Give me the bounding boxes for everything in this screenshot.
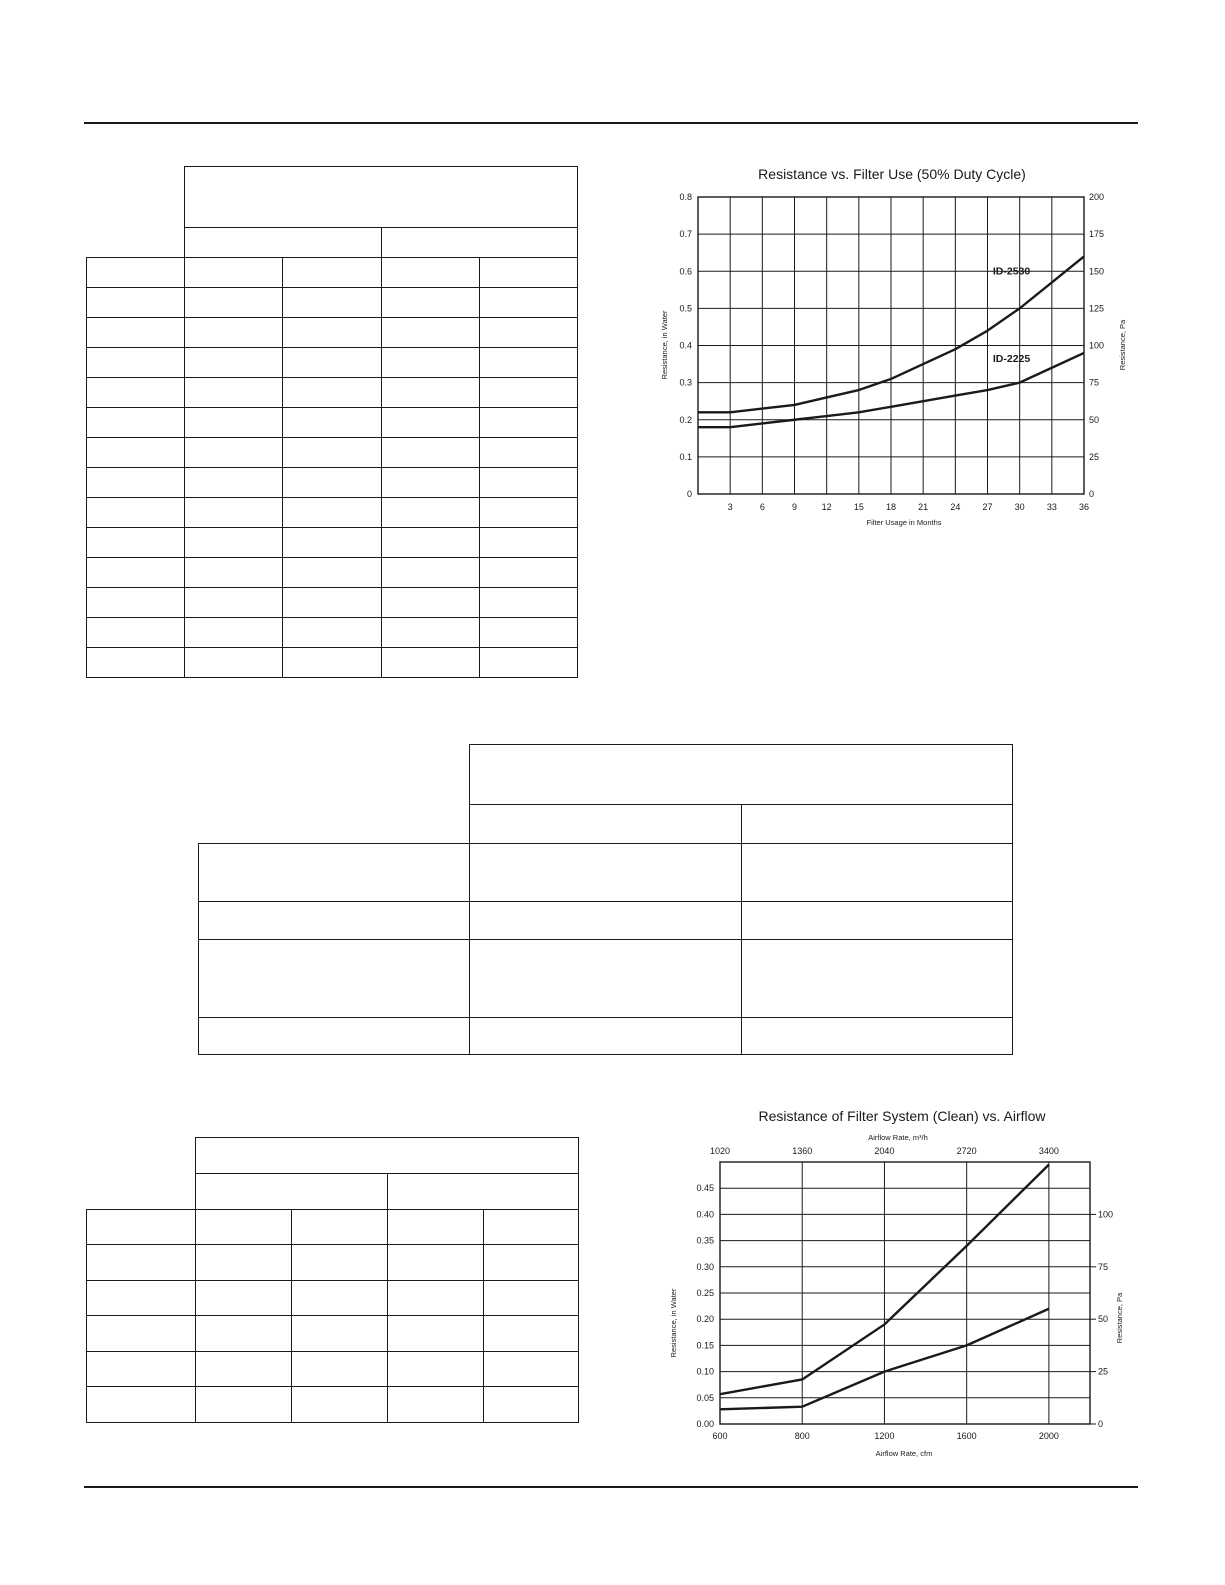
y2-tick-label: 200 xyxy=(1089,192,1105,202)
table-row xyxy=(87,348,578,378)
x-tick-label: 15 xyxy=(853,502,864,512)
x2-tick-label: 1020 xyxy=(709,1146,731,1156)
x2-axis-label: Airflow Rate, m³/h xyxy=(868,1133,928,1142)
series-label: ID-2530 xyxy=(992,265,1031,278)
y-axis-label: Resistance, in Water xyxy=(660,310,669,380)
x-tick-label: 9 xyxy=(791,502,798,512)
y-tick-label: 0.15 xyxy=(696,1340,714,1351)
x-tick-label: 30 xyxy=(1014,502,1025,512)
y-tick-label: 0.2 xyxy=(679,414,692,425)
x2-tick-label: 2040 xyxy=(874,1146,895,1156)
y-tick-label: 0.8 xyxy=(679,192,692,202)
y-tick-label: 0.6 xyxy=(679,266,692,277)
y-tick-label: 0.5 xyxy=(679,303,692,314)
table-row xyxy=(87,1245,579,1281)
y-axis-ticks xyxy=(696,1183,714,1429)
y2-tick-label: 75 xyxy=(1098,1261,1109,1272)
table-row xyxy=(199,844,1013,902)
spec-table-2 xyxy=(198,744,1013,1055)
y-tick-label: 0.40 xyxy=(696,1209,714,1220)
x-tick-label: 24 xyxy=(950,502,961,512)
table-row xyxy=(87,438,578,468)
y-tick-label: 0.45 xyxy=(696,1183,714,1194)
table-header-cell xyxy=(196,1174,388,1210)
series-label: ID-2225 xyxy=(992,352,1031,365)
x-tick-label: 2000 xyxy=(1038,1431,1059,1441)
chart-title: Resistance vs. Filter Use (50% Duty Cycle) xyxy=(758,166,1026,182)
y-tick-label: 0.10 xyxy=(696,1366,714,1377)
bottom-rule xyxy=(84,1486,1138,1488)
table-row xyxy=(87,1387,579,1423)
y-axis-ticks xyxy=(679,192,692,499)
table-row xyxy=(199,1018,1013,1055)
table-row xyxy=(87,618,578,648)
x-tick-label: 36 xyxy=(1078,502,1090,512)
y2-tick-label: 100 xyxy=(1098,1209,1114,1220)
x-tick-label: 6 xyxy=(759,502,765,512)
x-tick-label: 33 xyxy=(1046,502,1057,512)
y2-axis-ticks xyxy=(1090,1209,1113,1429)
y-tick-label: 0.30 xyxy=(696,1261,714,1272)
y-tick-label: 0 xyxy=(686,489,692,499)
table-row xyxy=(87,1352,579,1387)
table-row xyxy=(199,940,1013,1018)
table-row xyxy=(87,318,578,348)
y2-tick-label: 100 xyxy=(1089,340,1105,351)
y2-tick-label: 125 xyxy=(1089,303,1105,314)
y2-tick-label: 50 xyxy=(1098,1314,1109,1325)
x-axis-ticks xyxy=(728,502,1089,512)
top-rule xyxy=(84,122,1138,124)
y-tick-label: 0.7 xyxy=(679,229,692,240)
y2-tick-label: 0 xyxy=(1098,1419,1104,1429)
table-row xyxy=(87,258,578,288)
table-row xyxy=(87,468,578,498)
table-header-cell xyxy=(470,805,742,844)
table-row xyxy=(87,588,578,618)
x2-axis-ticks xyxy=(710,1146,1059,1156)
y-tick-label: 0.20 xyxy=(696,1314,714,1325)
y2-tick-label: 175 xyxy=(1089,229,1105,240)
y2-axis-label: Resistance, Pa xyxy=(1115,1292,1124,1344)
y2-tick-label: 75 xyxy=(1089,377,1100,388)
table-row xyxy=(87,1281,579,1316)
table-header-cell xyxy=(742,805,1013,844)
y-tick-label: 0.3 xyxy=(679,377,692,388)
y-tick-label: 0.00 xyxy=(696,1419,714,1429)
table-row xyxy=(87,288,578,318)
y2-tick-label: 25 xyxy=(1098,1366,1109,1377)
y-axis-label: Resistance, in Water xyxy=(669,1288,678,1358)
x-axis-label: Airflow Rate, cfm xyxy=(875,1449,933,1458)
y2-tick-label: 50 xyxy=(1089,414,1100,425)
y-tick-label: 0.4 xyxy=(679,340,692,351)
table-row xyxy=(87,498,578,528)
x-tick-label: 1200 xyxy=(874,1431,895,1441)
table-header-cell xyxy=(388,1174,579,1210)
spec-table-1 xyxy=(86,166,578,678)
x-tick-label: 800 xyxy=(794,1431,810,1441)
resistance-vs-airflow-chart xyxy=(660,1100,1130,1465)
x-axis-label: Filter Usage in Months xyxy=(866,518,942,527)
table-row xyxy=(87,648,578,678)
x-tick-label: 3 xyxy=(727,502,733,512)
y2-tick-label: 150 xyxy=(1089,266,1105,277)
x2-tick-label: 1360 xyxy=(792,1146,813,1156)
y-tick-label: 0.05 xyxy=(696,1392,714,1403)
table-row xyxy=(87,1210,579,1245)
y2-tick-label: 0 xyxy=(1089,489,1095,499)
y2-axis-ticks xyxy=(1089,192,1104,499)
x-tick-label: 27 xyxy=(982,502,993,512)
chart-title: Resistance of Filter System (Clean) vs. Airflow xyxy=(758,1108,1046,1124)
table-row xyxy=(87,1316,579,1352)
table-row xyxy=(87,558,578,588)
x-axis-ticks xyxy=(712,1431,1058,1441)
x2-tick-label: 2720 xyxy=(956,1146,977,1156)
y2-axis-label: Resistance, Pa xyxy=(1118,319,1127,371)
y-tick-label: 0.35 xyxy=(696,1235,714,1246)
table-header-cell xyxy=(470,745,1013,805)
x-tick-label: 1600 xyxy=(956,1431,977,1441)
y-tick-label: 0.25 xyxy=(696,1288,714,1298)
chart-grid xyxy=(698,197,1084,494)
table-row xyxy=(87,528,578,558)
table-row xyxy=(87,378,578,408)
x-tick-label: 12 xyxy=(821,502,832,512)
table-header-cell xyxy=(185,167,578,228)
x-tick-label: 18 xyxy=(885,502,897,512)
resistance-vs-filter-use-chart xyxy=(630,155,1130,545)
table-header-cell xyxy=(185,228,381,258)
x2-tick-label: 3400 xyxy=(1038,1146,1059,1156)
table-header-cell xyxy=(196,1138,579,1174)
table-row xyxy=(199,902,1013,940)
spec-table-3 xyxy=(86,1137,579,1423)
x-tick-label: 21 xyxy=(918,502,929,512)
table-header-cell xyxy=(381,228,577,258)
table-row xyxy=(87,408,578,438)
y-tick-label: 0.1 xyxy=(679,451,692,462)
y2-tick-label: 25 xyxy=(1089,451,1100,462)
x-tick-label: 600 xyxy=(712,1431,728,1441)
